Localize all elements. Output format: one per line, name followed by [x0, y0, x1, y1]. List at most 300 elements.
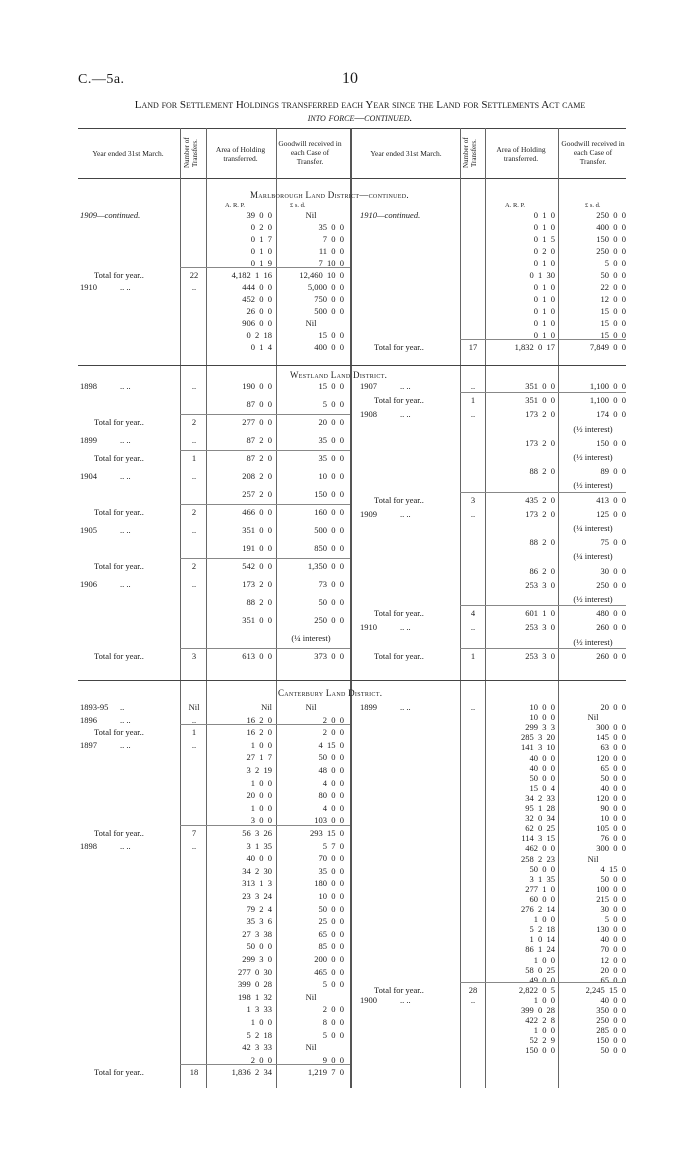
- area-value: 0 2 0: [533, 246, 555, 256]
- goodwill-value: 12,460 10 0: [299, 270, 344, 280]
- area-value: 173 2 0: [525, 508, 555, 519]
- area-value: 253 3 0: [525, 579, 555, 590]
- area-value: 4,182 1 16: [231, 270, 272, 280]
- area-value: 32 0 34: [525, 813, 555, 824]
- goodwill-value: 5 0 0: [322, 399, 344, 409]
- area-value: 257 2 0: [242, 489, 272, 499]
- goodwill-value: 15 0 0: [318, 330, 344, 340]
- goodwill-value: 250 0 0: [596, 579, 626, 590]
- transfer-count: 4: [470, 608, 476, 619]
- area-value: 444 0 0: [242, 282, 272, 292]
- area-value: 399 0 28: [238, 979, 272, 990]
- goodwill-value: 65 0 0: [600, 762, 626, 773]
- col-year-left: Year ended 31st March.: [92, 149, 164, 158]
- goodwill-value: 350 0 0: [596, 1005, 626, 1015]
- rule-v1: [180, 128, 181, 1088]
- units-money-left: £ s. d.: [290, 202, 306, 209]
- goodwill-value: (½ interest): [573, 594, 613, 604]
- goodwill-value: 10 0 0: [318, 471, 344, 481]
- units-money-right: £ s. d.: [585, 202, 601, 209]
- leader-dots: .. ..: [120, 471, 131, 481]
- area-value: 1 0 0: [250, 777, 272, 788]
- goodwill-value: 50 0 0: [318, 903, 344, 914]
- goodwill-value: 5 0 0: [322, 1029, 344, 1040]
- goodwill-value: (½ interest): [573, 423, 613, 434]
- area-value: 1 0 0: [533, 954, 555, 965]
- goodwill-value: 1,350 0 0: [307, 561, 344, 571]
- total-label: Total for year..: [94, 727, 144, 738]
- transfer-count: ..: [470, 508, 476, 519]
- goodwill-value: 1,219 7 0: [307, 1067, 344, 1078]
- leader-dots: .. ..: [400, 622, 411, 633]
- leader-dots: .. ..: [120, 739, 131, 750]
- area-value: 0 1 30: [529, 270, 555, 280]
- area-value: 906 0 0: [242, 318, 272, 328]
- rule-before-canterbury: [78, 680, 626, 681]
- units-area-right: A. R. P.: [505, 202, 526, 209]
- goodwill-value: 35 0 0: [318, 453, 344, 463]
- goodwill-value: 75 0 0: [600, 537, 626, 548]
- goodwill-value: 285 0 0: [596, 1025, 626, 1036]
- transfer-count: 7: [191, 828, 197, 838]
- goodwill-value: 200 0 0: [314, 954, 344, 964]
- transfer-count: ..: [470, 702, 476, 712]
- goodwill-value: 465 0 0: [314, 966, 344, 977]
- total-rule: [180, 414, 350, 415]
- area-value: 49 0 0: [529, 974, 555, 985]
- goodwill-value: 70 0 0: [600, 944, 626, 955]
- area-value: 191 0 0: [242, 543, 272, 553]
- year-label: 1896: [80, 714, 97, 725]
- area-value: 16 2 0: [246, 714, 272, 725]
- transfer-count: ..: [191, 435, 197, 445]
- col-transfers-right: Number of Transfers.: [462, 137, 478, 169]
- area-value: 277 0 0: [242, 417, 272, 427]
- goodwill-value: 15 0 0: [318, 381, 344, 391]
- area-value: 466 0 0: [242, 507, 272, 517]
- goodwill-value: 48 0 0: [318, 765, 344, 775]
- goodwill-value: 2 0 0: [322, 727, 344, 738]
- goodwill-value: 15 0 0: [600, 306, 626, 316]
- area-value: 601 1 0: [525, 608, 555, 619]
- goodwill-value: 480 0 0: [596, 608, 626, 619]
- goodwill-value: 250 0 0: [596, 210, 626, 220]
- goodwill-value: 10 0 0: [318, 891, 344, 901]
- total-rule: [460, 392, 626, 393]
- year-label: 1907: [360, 381, 377, 391]
- goodwill-value: 4 15 0: [600, 863, 626, 874]
- goodwill-value: Nil: [587, 853, 599, 864]
- transfer-count: ..: [470, 994, 476, 1005]
- year-label: 1898: [80, 840, 97, 851]
- goodwill-value: 130 0 0: [596, 924, 626, 935]
- transfer-count: 3: [470, 494, 476, 505]
- goodwill-value: 40 0 0: [600, 934, 626, 945]
- area-value: 1 0 0: [250, 739, 272, 750]
- transfer-count: ..: [191, 381, 197, 391]
- area-value: 0 2 0: [250, 222, 272, 232]
- area-value: 0 1 9: [250, 258, 272, 268]
- goodwill-value: 5 0 0: [604, 258, 626, 268]
- total-rule: [460, 605, 626, 606]
- goodwill-value: 250 0 0: [596, 246, 626, 256]
- total-rule: [180, 267, 350, 268]
- transfer-count: 3: [191, 651, 197, 661]
- area-value: 0 1 0: [533, 210, 555, 220]
- goodwill-value: 35 0 0: [318, 435, 344, 445]
- area-value: 95 1 28: [525, 803, 555, 813]
- goodwill-value: 30 0 0: [600, 904, 626, 914]
- goodwill-value: 40 0 0: [600, 782, 626, 793]
- goodwill-value: 11 0 0: [318, 246, 344, 256]
- goodwill-value: 120 0 0: [596, 792, 626, 803]
- transfer-count: 1: [470, 650, 476, 661]
- goodwill-value: (½ interest): [573, 452, 613, 462]
- area-value: 60 0 0: [529, 893, 555, 904]
- year-label: 1893-95: [80, 702, 109, 712]
- transfer-count: 1: [470, 395, 476, 406]
- area-value: 0 1 4: [250, 342, 272, 352]
- transfer-count: Nil: [188, 702, 200, 712]
- area-value: 0 1 7: [250, 234, 272, 244]
- transfer-count: ..: [191, 282, 197, 292]
- goodwill-value: 12 0 0: [600, 954, 626, 965]
- goodwill-value: 174 0 0: [596, 409, 626, 420]
- area-value: 39 0 0: [246, 210, 272, 220]
- goodwill-value: 1,100 0 0: [589, 395, 626, 406]
- area-value: 299 3 3: [525, 722, 555, 733]
- area-value: 173 2 0: [525, 437, 555, 448]
- goodwill-value: 215 0 0: [596, 893, 626, 904]
- goodwill-value: 5 0 0: [604, 914, 626, 925]
- area-value: 34 2 33: [525, 792, 555, 803]
- area-value: 150 0 0: [525, 1045, 555, 1056]
- goodwill-value: Nil: [587, 712, 599, 723]
- goodwill-value: 145 0 0: [596, 732, 626, 743]
- goodwill-value: 35 0 0: [318, 865, 344, 876]
- total-label: Total for year..: [94, 507, 144, 517]
- goodwill-value: 9 0 0: [322, 1054, 344, 1065]
- area-value: 0 1 0: [533, 258, 555, 268]
- area-value: 351 0 0: [242, 525, 272, 535]
- area-value: 87 2 0: [246, 435, 272, 445]
- goodwill-value: 103 0 0: [314, 815, 344, 826]
- transfer-count: 1: [191, 727, 197, 738]
- goodwill-value: 250 0 0: [314, 615, 344, 625]
- area-value: 42 3 33: [242, 1042, 272, 1053]
- area-value: 141 3 10: [521, 742, 555, 753]
- area-value: 86 1 24: [525, 944, 555, 955]
- area-value: 15 0 4: [529, 782, 555, 793]
- area-value: 10 0 0: [529, 712, 555, 723]
- leader-dots: ..: [120, 702, 125, 712]
- area-value: 86 2 0: [529, 565, 555, 576]
- area-value: Nil: [261, 702, 272, 712]
- year-label: 1905: [80, 525, 97, 535]
- area-value: 58 0 25: [525, 964, 555, 975]
- goodwill-value: 89 0 0: [600, 466, 626, 477]
- total-rule: [180, 1064, 350, 1065]
- year-label: 1899: [360, 702, 377, 712]
- section-marlborough: Marlborough Land District—continued.: [250, 190, 409, 200]
- area-value: 62 0 25: [525, 823, 555, 834]
- area-value: 0 1 0: [533, 282, 555, 292]
- goodwill-value: 73 0 0: [318, 579, 344, 589]
- area-value: 27 1 7: [246, 752, 272, 763]
- rule-vmid: [350, 128, 352, 1088]
- goodwill-value: 1,100 0 0: [589, 381, 626, 391]
- total-label: Total for year..: [94, 561, 144, 571]
- area-value: 276 2 14: [521, 904, 555, 914]
- total-label: Total for year..: [374, 342, 424, 352]
- goodwill-value: 5 7 0: [322, 840, 344, 851]
- goodwill-value: Nil: [305, 702, 317, 712]
- area-value: 1 0 14: [529, 934, 555, 945]
- year-label: 1897: [80, 739, 97, 750]
- goodwill-value: Nil: [305, 991, 317, 1002]
- total-label: Total for year..: [94, 417, 144, 427]
- area-value: 190 0 0: [242, 381, 272, 391]
- goodwill-value: 4 0 0: [322, 802, 344, 813]
- year-label: 1910—continued.: [360, 210, 421, 220]
- goodwill-value: Nil: [305, 1042, 317, 1053]
- area-value: 40 0 0: [529, 762, 555, 773]
- table-header-rule: [78, 178, 626, 179]
- area-value: 79 2 4: [246, 903, 272, 914]
- area-value: 277 1 0: [525, 883, 555, 894]
- goodwill-value: 300 0 0: [596, 843, 626, 854]
- area-value: 1 0 0: [533, 994, 555, 1005]
- total-rule: [180, 558, 350, 559]
- area-value: 3 1 35: [529, 873, 555, 884]
- goodwill-value: Nil: [305, 318, 317, 328]
- goodwill-value: 180 0 0: [314, 878, 344, 889]
- goodwill-value: 250 0 0: [596, 1015, 626, 1026]
- area-value: 1 3 33: [246, 1004, 272, 1015]
- col-area-right: Area of Holding transferred.: [496, 145, 546, 163]
- area-value: 50 0 0: [529, 863, 555, 874]
- total-label: Total for year..: [374, 984, 424, 995]
- goodwill-value: 2 0 0: [322, 714, 344, 725]
- leader-dots: .. ..: [400, 702, 411, 712]
- area-value: 462 0 0: [525, 843, 555, 854]
- area-value: 3 0 0: [250, 815, 272, 826]
- goodwill-value: 400 0 0: [314, 342, 344, 352]
- total-label: Total for year..: [374, 650, 424, 661]
- goodwill-value: 413 0 0: [596, 494, 626, 505]
- area-value: 1,836 2 34: [231, 1067, 272, 1078]
- area-value: 2,822 0 5: [518, 984, 555, 995]
- total-rule: [460, 648, 626, 649]
- goodwill-value: 70 0 0: [318, 853, 344, 864]
- leader-dots: .. ..: [400, 409, 411, 420]
- goodwill-value: 5,000 0 0: [307, 282, 344, 292]
- goodwill-value: 150 0 0: [596, 1035, 626, 1046]
- goodwill-value: 50 0 0: [600, 270, 626, 280]
- total-label: Total for year..: [374, 494, 424, 505]
- area-value: 422 2 8: [525, 1015, 555, 1026]
- goodwill-value: (½ interest): [573, 636, 613, 647]
- leader-dots: .. ..: [120, 381, 131, 391]
- total-label: Total for year..: [94, 270, 144, 280]
- area-value: 40 0 0: [529, 752, 555, 763]
- area-value: 1 0 0: [533, 1025, 555, 1036]
- total-rule: [180, 724, 350, 725]
- leader-dots: .. ..: [120, 840, 131, 851]
- area-value: 1 0 0: [250, 802, 272, 813]
- year-label: 1898: [80, 381, 97, 391]
- goodwill-value: 7 10 0: [318, 258, 344, 268]
- goodwill-value: 40 0 0: [600, 994, 626, 1005]
- transfer-count: ..: [191, 471, 197, 481]
- total-rule: [180, 450, 350, 451]
- year-label: 1910: [80, 282, 97, 292]
- goodwill-value: 300 0 0: [596, 722, 626, 733]
- goodwill-value: 90 0 0: [600, 803, 626, 813]
- goodwill-value: 65 0 0: [318, 928, 344, 939]
- area-value: 351 0 0: [525, 395, 555, 406]
- goodwill-value: 76 0 0: [600, 833, 626, 844]
- area-value: 208 2 0: [242, 471, 272, 481]
- rule-v3: [276, 128, 277, 1088]
- total-rule: [180, 504, 350, 505]
- title-line-2: into force—continued.: [307, 112, 413, 124]
- goodwill-value: 850 0 0: [314, 543, 344, 553]
- area-value: 173 2 0: [525, 409, 555, 420]
- goodwill-value: 2 0 0: [322, 1004, 344, 1015]
- goodwill-value: 260 0 0: [596, 650, 626, 661]
- goodwill-value: (¼ interest): [291, 633, 331, 643]
- leader-dots: .. ..: [400, 994, 411, 1005]
- area-value: 88 2 0: [246, 597, 272, 607]
- area-value: 20 0 0: [246, 790, 272, 801]
- goodwill-value: 5 0 0: [322, 979, 344, 990]
- area-value: 277 0 30: [238, 966, 272, 977]
- area-value: 27 3 38: [242, 928, 272, 939]
- page-reference: C.—5a.: [78, 72, 125, 87]
- leader-dots: .. ..: [120, 282, 131, 292]
- rule-v5: [485, 128, 486, 1088]
- area-value: 0 1 0: [533, 318, 555, 328]
- area-value: 399 0 28: [521, 1005, 555, 1015]
- year-label: 1909—continued.: [80, 210, 141, 220]
- area-value: 253 3 0: [525, 650, 555, 661]
- area-value: 88 2 0: [529, 537, 555, 548]
- goodwill-value: 50 0 0: [600, 772, 626, 783]
- area-value: 198 1 32: [238, 991, 272, 1002]
- area-value: 351 0 0: [525, 381, 555, 391]
- area-value: 542 0 0: [242, 561, 272, 571]
- area-value: 88 2 0: [529, 466, 555, 477]
- total-rule: [180, 648, 350, 649]
- rule-before-westland: [78, 365, 626, 366]
- area-value: 452 0 0: [242, 294, 272, 304]
- area-value: 0 1 0: [533, 294, 555, 304]
- transfer-count: 2: [191, 507, 197, 517]
- year-label: 1906: [80, 579, 97, 589]
- area-value: 3 2 19: [246, 765, 272, 775]
- goodwill-value: 15 0 0: [600, 318, 626, 328]
- goodwill-value: 160 0 0: [314, 507, 344, 517]
- area-value: 0 1 0: [250, 246, 272, 256]
- goodwill-value: 150 0 0: [314, 489, 344, 499]
- area-value: 87 0 0: [246, 399, 272, 409]
- area-value: 56 3 26: [242, 828, 272, 838]
- area-value: 40 0 0: [246, 853, 272, 864]
- area-value: 3 1 35: [246, 840, 272, 851]
- transfer-count: 22: [189, 270, 199, 280]
- area-value: 1 0 0: [533, 914, 555, 925]
- goodwill-value: 4 15 0: [318, 739, 344, 750]
- goodwill-value: 10 0 0: [600, 813, 626, 824]
- goodwill-value: 63 0 0: [600, 742, 626, 753]
- goodwill-value: 150 0 0: [596, 437, 626, 448]
- goodwill-value: 35 0 0: [318, 222, 344, 232]
- transfer-count: ..: [470, 622, 476, 633]
- area-value: 26 0 0: [246, 306, 272, 316]
- area-value: 0 2 18: [246, 330, 272, 340]
- leader-dots: .. ..: [120, 579, 131, 589]
- goodwill-value: 500 0 0: [314, 306, 344, 316]
- goodwill-value: 50 0 0: [600, 873, 626, 884]
- col-transfers-left: Number of Transfers.: [183, 137, 199, 169]
- goodwill-value: 293 15 0: [310, 828, 344, 838]
- goodwill-value: 7,849 0 0: [589, 342, 626, 352]
- total-label: Total for year..: [374, 395, 424, 406]
- title-line-1: Land for Settlement Holdings transferred each Year since the Land for Settlements Act came: [134, 99, 586, 111]
- transfer-count: ..: [191, 525, 197, 535]
- year-label: 1908: [360, 409, 377, 420]
- goodwill-value: Nil: [305, 210, 317, 220]
- area-value: 1 0 0: [250, 1017, 272, 1027]
- area-value: 435 2 0: [525, 494, 555, 505]
- transfer-count: ..: [191, 714, 197, 725]
- total-rule: [460, 492, 626, 493]
- area-value: 10 0 0: [529, 702, 555, 712]
- col-year-right: Year ended 31st March.: [370, 149, 442, 158]
- total-rule: [180, 825, 350, 826]
- area-value: 1,832 0 17: [514, 342, 555, 352]
- page-title: [80, 99, 640, 125]
- transfer-count: ..: [191, 579, 197, 589]
- goodwill-value: 105 0 0: [596, 823, 626, 834]
- goodwill-value: 373 0 0: [314, 651, 344, 661]
- goodwill-value: 22 0 0: [600, 282, 626, 292]
- area-value: 114 3 15: [521, 833, 555, 844]
- goodwill-value: 7 0 0: [322, 234, 344, 244]
- goodwill-value: 20 0 0: [600, 964, 626, 975]
- goodwill-value: 260 0 0: [596, 622, 626, 633]
- goodwill-value: 50 0 0: [318, 597, 344, 607]
- transfer-count: 2: [191, 561, 197, 571]
- area-value: 23 3 24: [242, 891, 272, 901]
- area-value: 34 2 30: [242, 865, 272, 876]
- area-value: 299 3 0: [242, 954, 272, 964]
- transfer-count: 28: [468, 984, 478, 995]
- table-top-rule: [78, 128, 626, 129]
- goodwill-value: 500 0 0: [314, 525, 344, 535]
- area-value: 16 2 0: [246, 727, 272, 738]
- area-value: 5 2 18: [529, 924, 555, 935]
- goodwill-value: (¼ interest): [573, 523, 613, 533]
- area-value: 50 0 0: [246, 941, 272, 952]
- transfer-count: ..: [470, 409, 476, 420]
- area-value: 285 3 20: [521, 732, 555, 743]
- transfer-count: 2: [191, 417, 197, 427]
- goodwill-value: 50 0 0: [318, 752, 344, 763]
- area-value: 313 1 3: [242, 878, 272, 889]
- rule-v2: [206, 128, 207, 1088]
